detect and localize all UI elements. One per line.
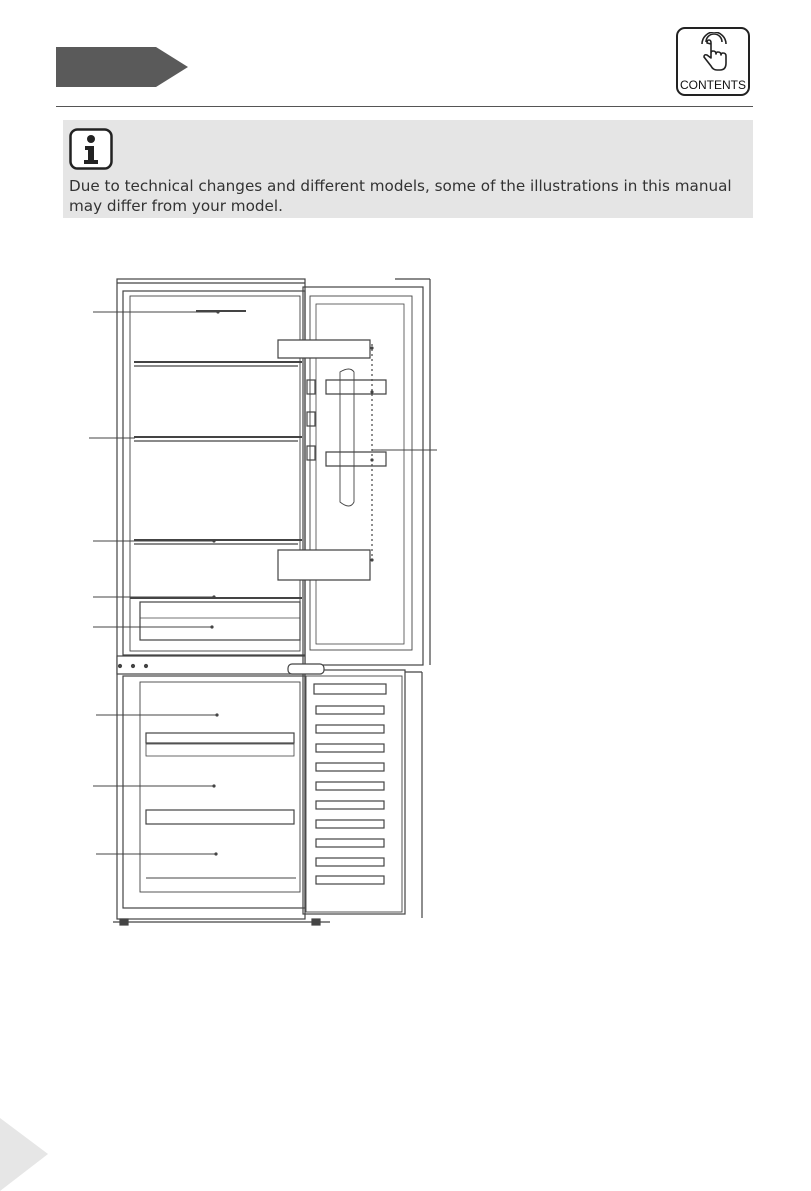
notice-text: Due to technical changes and different models, some of the illustrations in this manual may differ from your model. (69, 177, 732, 215)
page-corner-tab (0, 1118, 48, 1191)
freezer-compartment (123, 676, 305, 908)
contents-label: CONTENTS (680, 78, 746, 92)
